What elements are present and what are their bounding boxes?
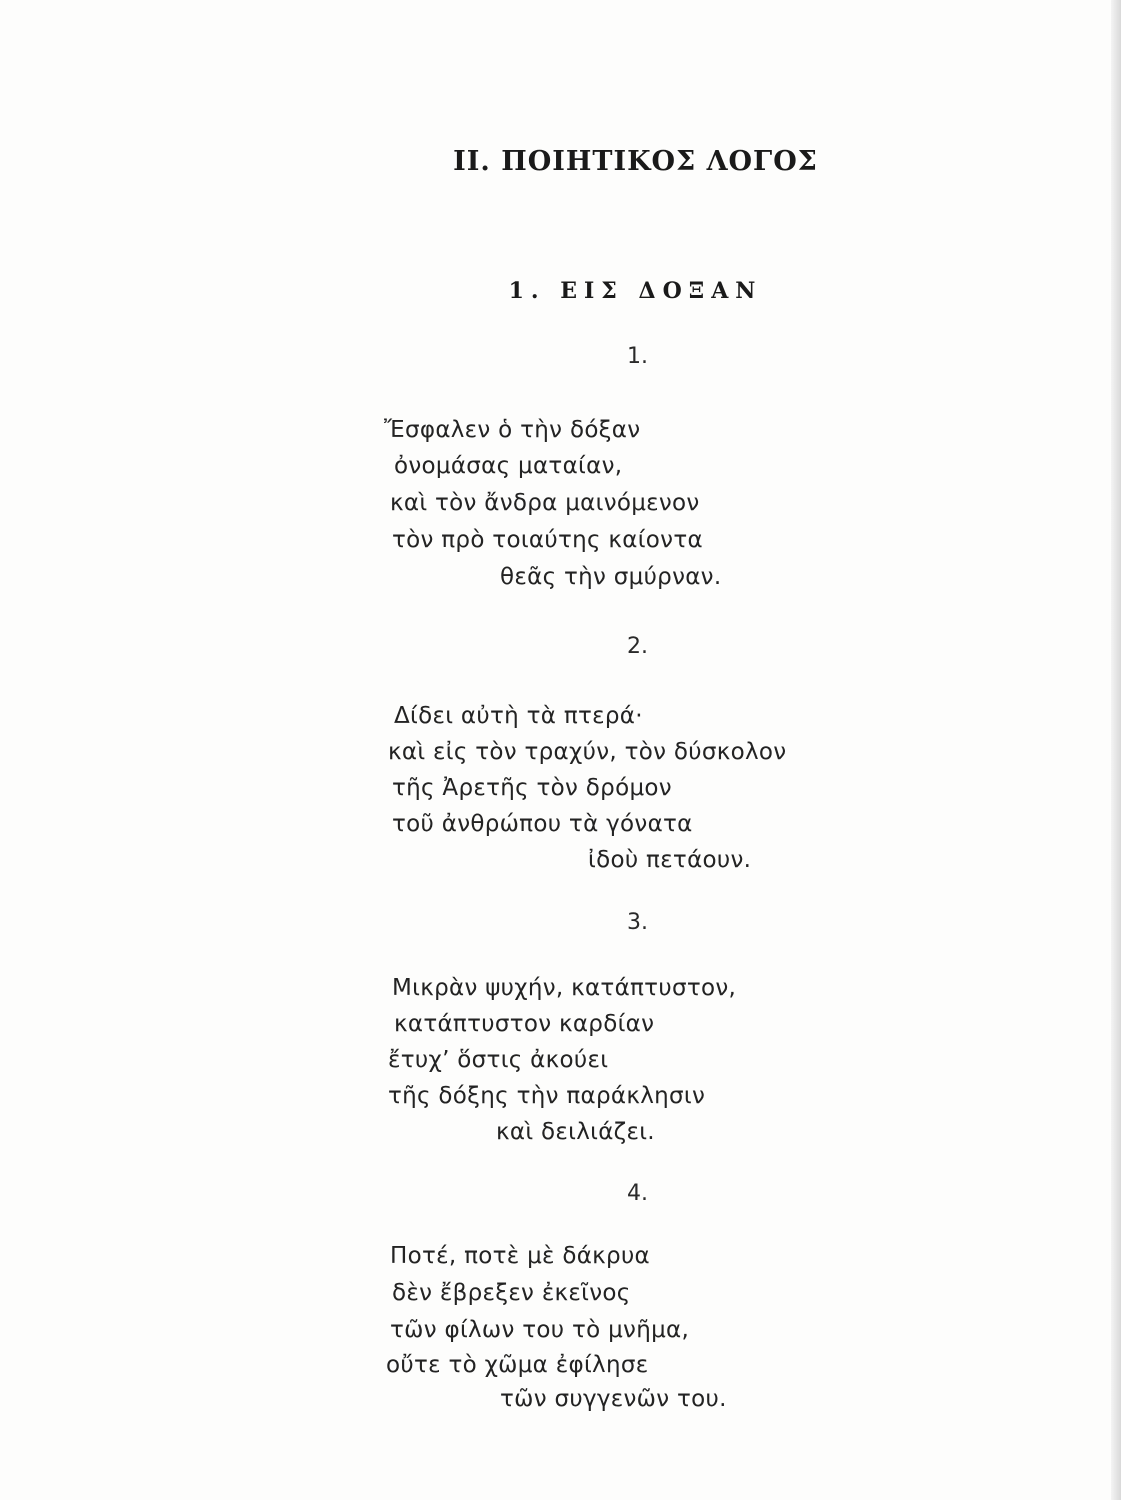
- verse-line: καὶ εἰς τὸν τραχύν, τὸν δύσκολον: [388, 739, 787, 765]
- verse-line: Δίδει αὐτὴ τὰ πτερά·: [394, 703, 643, 729]
- verse-line: τοῦ ἀνθρώπου τὰ γόνατα: [392, 811, 693, 837]
- verse-line: Ἔσφαλεν ὁ τὴν δόξαν: [384, 417, 641, 443]
- stanza-number: 3.: [627, 910, 648, 935]
- stanza-number: 1.: [627, 344, 648, 369]
- verse-line: Μικρὰν ψυχήν, κατάπτυστον,: [392, 975, 737, 1001]
- stanza-number: 2.: [627, 634, 648, 659]
- verse-line: Ποτέ, ποτὲ μὲ δάκρυα: [390, 1243, 651, 1269]
- section-heading: II. ΠΟΙΗΤΙΚΟΣ ΛΟΓΟΣ: [453, 146, 818, 177]
- verse-line: οὔτε τὸ χῶμα ἐφίλησε: [386, 1352, 649, 1378]
- stanza-number: 4.: [627, 1181, 648, 1206]
- verse-line: καὶ τὸν ἄνδρα μαινόμενον: [390, 490, 700, 516]
- verse-line: δὲν ἔβρεξεν ἐκεῖνος: [392, 1280, 631, 1306]
- verse-line: καὶ δειλιάζει.: [496, 1119, 655, 1145]
- verse-line: κατάπτυστον καρδίαν: [394, 1011, 655, 1037]
- verse-line: τὸν πρὸ τοιαύτης καίοντα: [392, 527, 703, 553]
- verse-line: τῶν συγγενῶν του.: [500, 1386, 727, 1412]
- verse-line: ὀνομάσας ματαίαν,: [394, 453, 623, 479]
- verse-line: θεᾶς τὴν σμύρναν.: [500, 564, 722, 590]
- page-edge-shadow: [1111, 0, 1121, 1500]
- verse-line: τῶν φίλων του τὸ μνῆμα,: [390, 1317, 690, 1343]
- verse-line: τῆς δόξης τὴν παράκλησιν: [388, 1083, 706, 1109]
- verse-line: τῆς Ἀρετῆς τὸν δρόμον: [392, 775, 672, 801]
- verse-line: ἔτυχ’ ὅστις ἀκούει: [388, 1047, 609, 1073]
- verse-line: ἰδοὺ πετάουν.: [588, 847, 752, 873]
- poem-title: 1. ΕΙΣ ΔΟΞΑΝ: [508, 278, 763, 304]
